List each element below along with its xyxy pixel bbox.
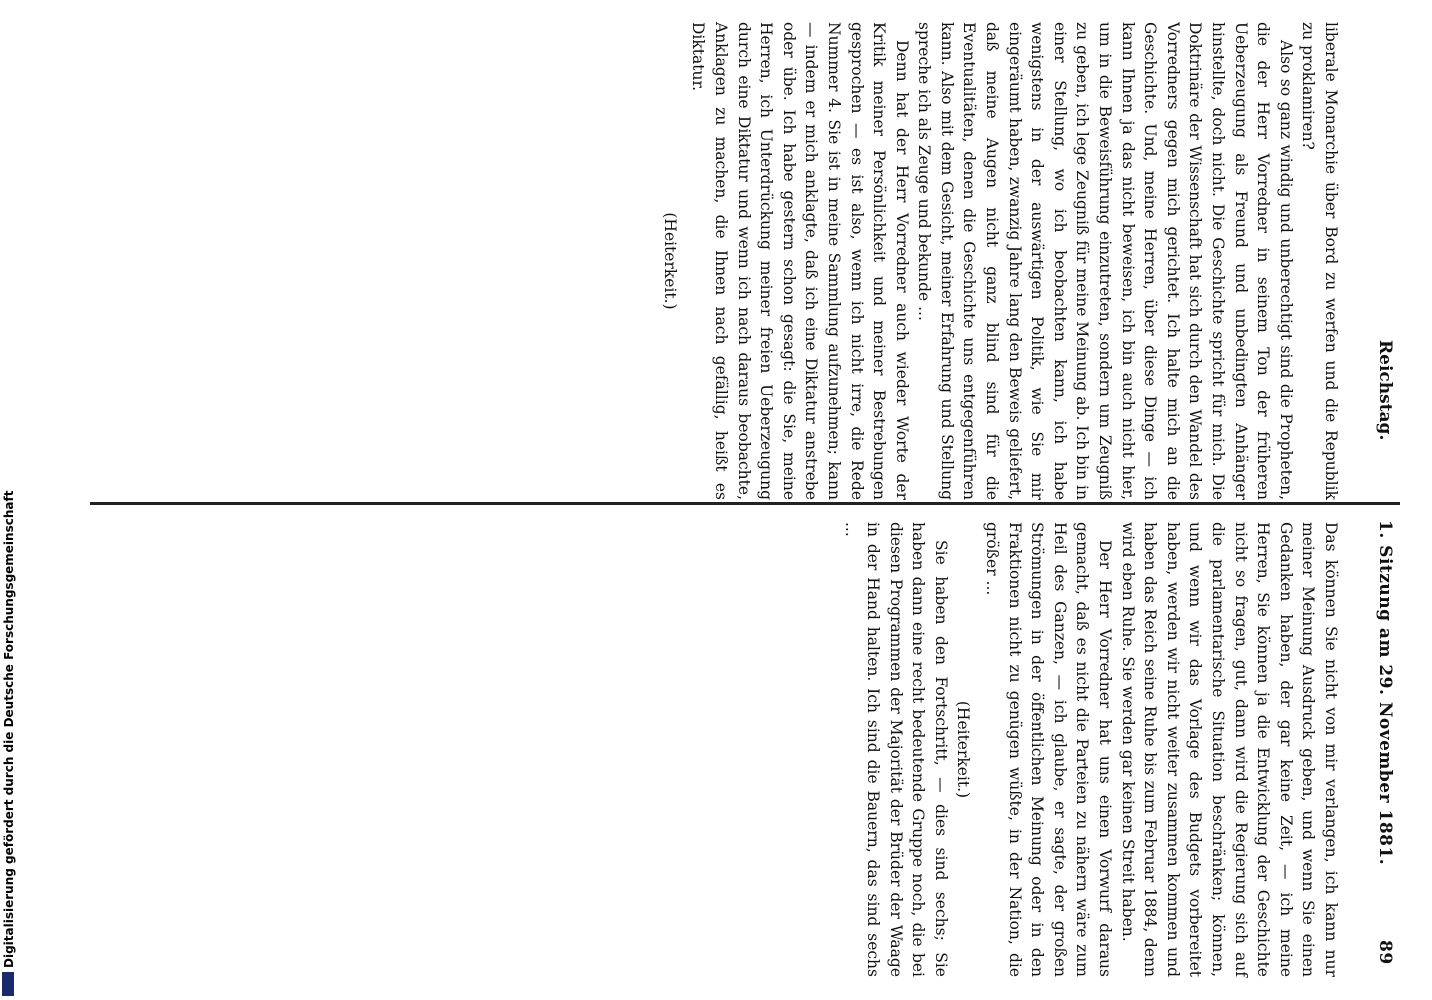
applause-note: (Heiterkeit.) — [954, 700, 973, 799]
applause-note: (Heiterkeit.) — [660, 212, 679, 310]
column-divider — [90, 502, 1400, 505]
dfg-logo-icon — [2, 972, 14, 996]
paragraph: liberale Monarchie über Bord zu werfen und die Republik zu proklamiren? — [1299, 22, 1340, 500]
text-column-lower-right — [658, 22, 1342, 500]
paragraph: Also so ganz windig und unberechtigt sind die Propheten, die der Herr Vorredner in seinem Ton der früheren Ueberzeugung als Freund und unbedingten Anhänger hinstellte, doch nicht. Die Geschichte spricht für mich. Die Doktrinäre der Wissenschaft hat sich durch den Wandel des Vorredners gegen mich gerichtet. Ich halte mich an die Geschichte. Und, meine Herren, über diese Dinge — ich kann Ihnen ja das nicht beweisen, ich bin auch nicht hier, um in die Beweisführung einzutreten, sondern um Zeugniß zu geben, ich lege Zeugniß für meine Meinung ab. Ich bin in einer Stellung, wo ich beobachten kann, ich habe wenigstens in der auswärtigen Politik, wie Sie mir eingeräumt haben, zwanzig Jahre lang den Beweis geliefert, daß meine Augen nicht ganz blind sind für die Eventualitäten, denen die Geschichte uns entgegenführen kann. Also mit dem Gesicht, meiner Erfahrung und Stellung spreche ich als Zeuge und bekunde ... — [915, 22, 1295, 500]
page-header-left — [1365, 20, 1395, 500]
paragraph: Denn hat der Herr Vorredner auch wieder Worte der Kritik meiner Persönlichkeit und meiner Bestrebungen gesprochen — es ist also, wenn ich nicht irre, die Rede Nummer 4. Sie ist in meine Sammlung aufzunehmen; kann — indem er mich anklagte, daß ich eine Diktatur anstrebe oder übe. Ich habe gestern schon gesagt: die Sie, meine Herren, ich Unterdrückung meiner freien Ueberzeugung durch eine Diktatur und wenn ich nach daraus beobachte, Anklagen zu machen, die Ihnen nach gefällig, heißt es Diktatur. — [689, 22, 911, 500]
publication-title: Reichstag. — [1375, 340, 1395, 441]
page-header — [1365, 520, 1395, 990]
paragraph: Der Herr Vorredner hat uns einen Vorwurf daraus gemacht, daß es nicht die Parteien zu nähern wäre zum Heil des Ganzen, — ich glaube, er sagte, der großen Strömungen in der öffentlichen Meinung oder in den Fraktionen nicht zu genügen wüßte, in der Nation, die größer ... — [983, 522, 1115, 977]
paragraph: Sie haben den Fortschritt, — dies sind sechs; Sie haben dann eine recht bedeutende Gruppe noch, die bei diesen Programmen der Majorität der Brüder der Waage in der Hand halten. Ich sind die Bauern, das sind sechs ... — [841, 522, 950, 977]
digitization-note: Digitalisierung gefördert durch die Deutsche Forschungsgemeinschaft — [2, 490, 16, 968]
text-column-upper-right — [839, 522, 1342, 977]
session-title: 1. Sitzung am 29. November 1881. — [1375, 520, 1395, 866]
paragraph: Das können Sie nicht von mir verlangen, ich kann nur meiner Meinung Ausdruck geben, und wenn Sie einen Gedanken haben, der gar keine Zeit, — ich meine Herren, Sie können ja die Entwicklung der Geschichte nicht so fragen, gut, dann wird die Regierung sich auf die parlamentarische Situation beschränken; können, und wenn wir das Vorlage des Budgets vorbereitet haben, werden wir nicht weiter zusammen kommen und haben das Reich seine Ruhe bis zum Februar 1884, denn wird eben Ruhe. Sie werden gar keinen Streit haben. — [1118, 522, 1340, 977]
page-number: 89 — [1375, 940, 1395, 965]
